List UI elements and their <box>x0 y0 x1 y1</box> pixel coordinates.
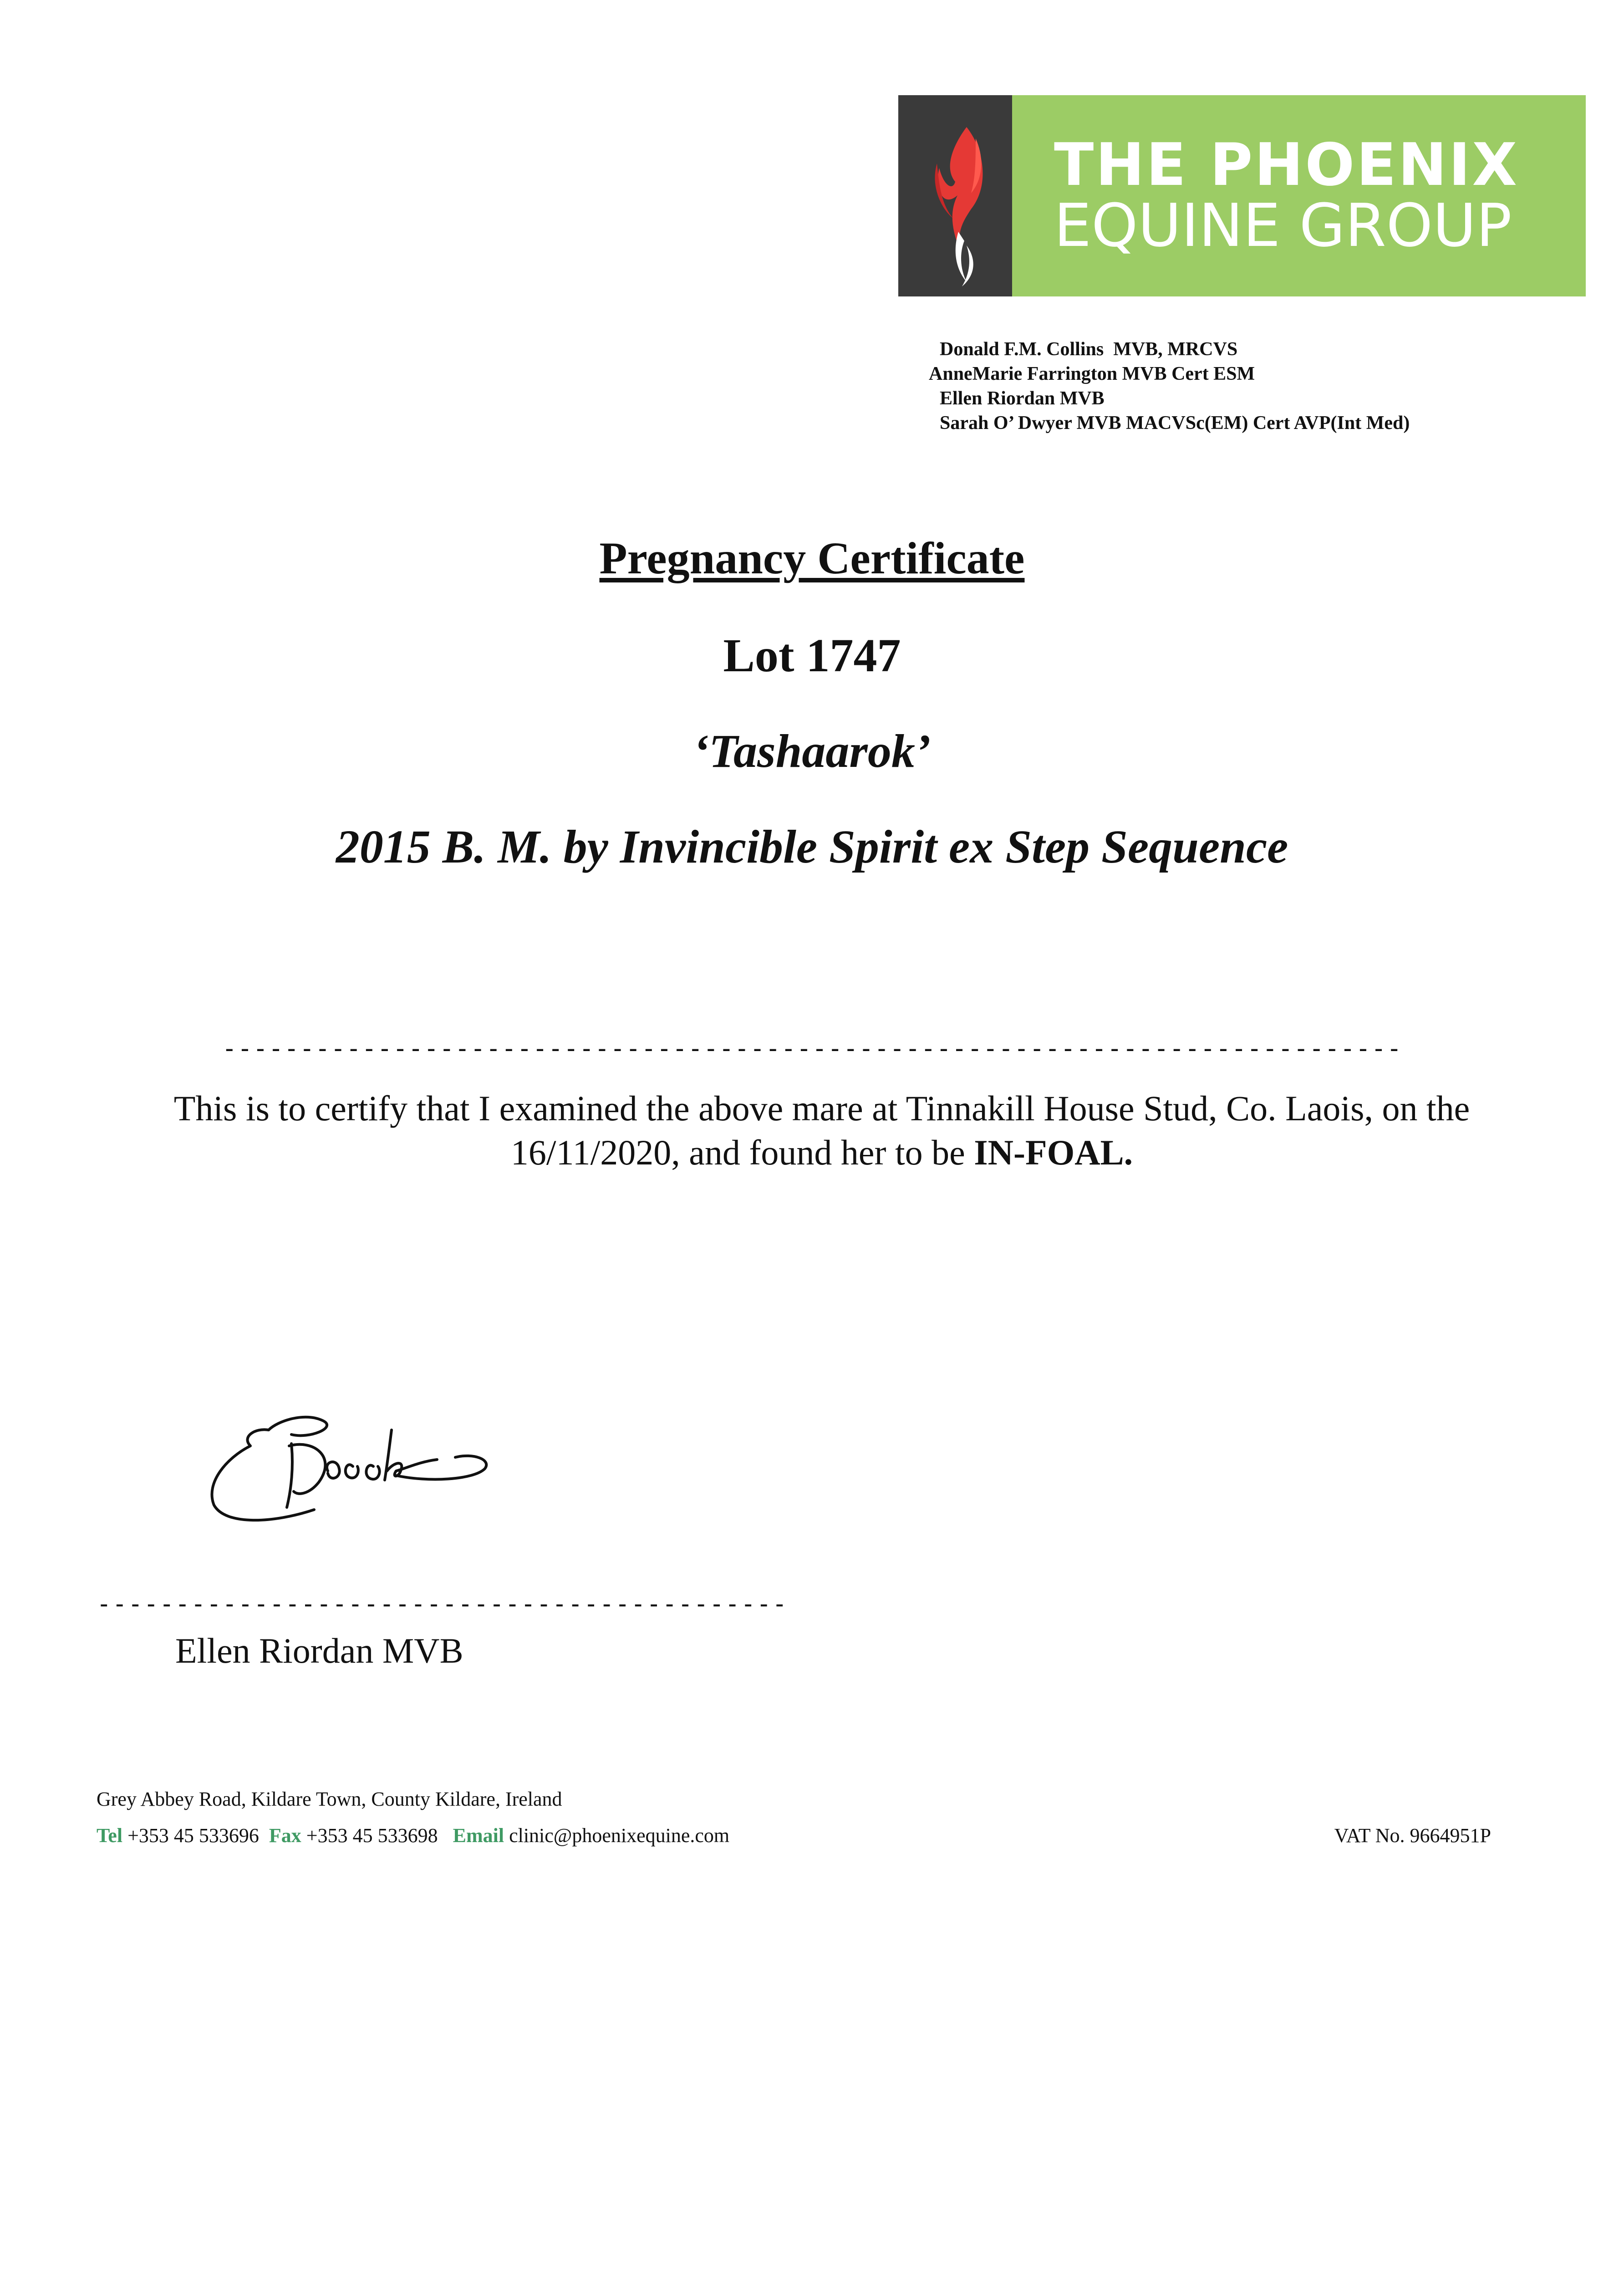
horse-breeding: 2015 B. M. by Invincible Spirit ex Step Sequence <box>336 821 1288 873</box>
signature-line: -------------------------------------------- <box>97 1589 788 1618</box>
email-address: clinic@phoenixequine.com <box>509 1824 730 1847</box>
tel-label: Tel <box>97 1824 123 1847</box>
certification-statement <box>150 1086 1493 1174</box>
footer-contact <box>97 1824 729 1847</box>
footer-address: Grey Abbey Road, Kildare Town, County Kildare, Ireland <box>97 1788 562 1810</box>
partner-name: AnneMarie Farrington MVB Cert ESM <box>929 363 1255 384</box>
statement-text: This is to certify that I examined the above mare at Tinnakill House Stud, Co. Laois, on the 16/11/2020, and found her to be <box>173 1088 1470 1172</box>
statement-result: IN-FOAL. <box>974 1133 1133 1172</box>
partners-list <box>929 337 1410 435</box>
fax-label: Fax <box>269 1824 301 1847</box>
phoenix-flame-icon <box>898 95 1012 296</box>
logo-line-1: THE PHOENIX <box>1054 131 1519 199</box>
tel-number: +353 45 533696 <box>127 1824 259 1847</box>
handwritten-signature <box>200 1403 501 1548</box>
vat-number: VAT No. 9664951P <box>1334 1824 1491 1847</box>
email-label: Email <box>453 1824 504 1847</box>
partner-name: Sarah O’ Dwyer MVB MACVSc(EM) Cert AVP(Int Med) <box>940 413 1410 434</box>
logo-emblem <box>898 95 1012 296</box>
logo-line-2: EQUINE GROUP <box>1054 190 1512 260</box>
logo-wordmark <box>1012 95 1586 296</box>
partner-name: Donald F.M. Collins MVB, MRCVS <box>940 339 1238 360</box>
partner-name: Ellen Riordan MVB <box>940 388 1105 409</box>
lot-number: Lot 1747 <box>723 629 901 682</box>
company-logo <box>898 95 1586 296</box>
separator-line: ---------------------------------------------------------------------------- <box>222 1034 1402 1063</box>
signer-name: Ellen Riordan MVB <box>175 1631 463 1670</box>
fax-number: +353 45 533698 <box>306 1824 438 1847</box>
horse-name: ‘Tashaarok’ <box>693 725 931 777</box>
certificate-title: Pregnancy Certificate <box>599 533 1025 583</box>
